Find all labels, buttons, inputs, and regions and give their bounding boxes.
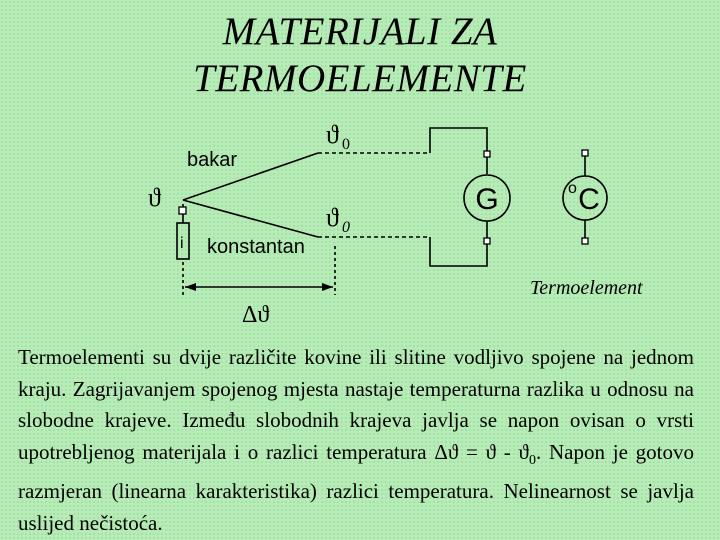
dimension-arrow-right [322, 283, 333, 291]
body-text-part-1: Termoelementi su dvije različite kovine ili slitine vodljivo spojene na jednom kraju. Zagrijavanjem spojenog mjesta nastaje temperaturna razlika u odnosu na slobodne krajeve. Između slobodnih krajeva javlja se napon ovisan o vrsti upotrebljenog materijala i o razlici temperatura [18, 345, 694, 464]
label-theta0-top: ϑ [326, 120, 339, 149]
galvanometer-terminal-bottom [484, 238, 490, 244]
label-degree: o [568, 180, 577, 197]
wire-to-galvanometer-top [430, 128, 487, 174]
constantan-wire [183, 200, 318, 237]
junction-terminal [179, 207, 186, 214]
label-celsius: C [578, 183, 600, 216]
label-delta-theta: Δϑ [242, 302, 270, 328]
label-current-i: i [180, 235, 184, 252]
label-theta: ϑ [148, 183, 161, 212]
formula-subscript: 0 [528, 452, 536, 468]
label-galvanometer: G [475, 183, 499, 216]
label-konstantan: konstantan [207, 236, 305, 258]
label-theta0-top-sub: 0 [342, 136, 350, 153]
wire-to-galvanometer-bottom [430, 221, 487, 266]
label-theta0-bottom-sub: 0 [342, 219, 350, 236]
label-theta0-bottom: ϑ [326, 203, 339, 232]
body-text-part-2: . Napon je gotovo razmjeran (linearna karakteristika) razlici temperatura. Nelinearnost se javlja uslijed nečistoća. [18, 439, 695, 535]
dimension-arrow-left [185, 283, 196, 291]
body-paragraph [18, 342, 694, 539]
label-bakar: bakar [187, 149, 238, 171]
title-line-2: TERMOELEMENTE [193, 57, 527, 100]
galvanometer-terminal-top [484, 151, 490, 157]
thermometer-terminal-bottom [582, 238, 588, 244]
thermometer-terminal-top [582, 150, 588, 156]
title-line-1: MATERIJALI ZA [222, 10, 498, 53]
diagram-caption: Termoelement [530, 277, 643, 299]
formula: Δϑ = ϑ - ϑ [434, 439, 529, 464]
